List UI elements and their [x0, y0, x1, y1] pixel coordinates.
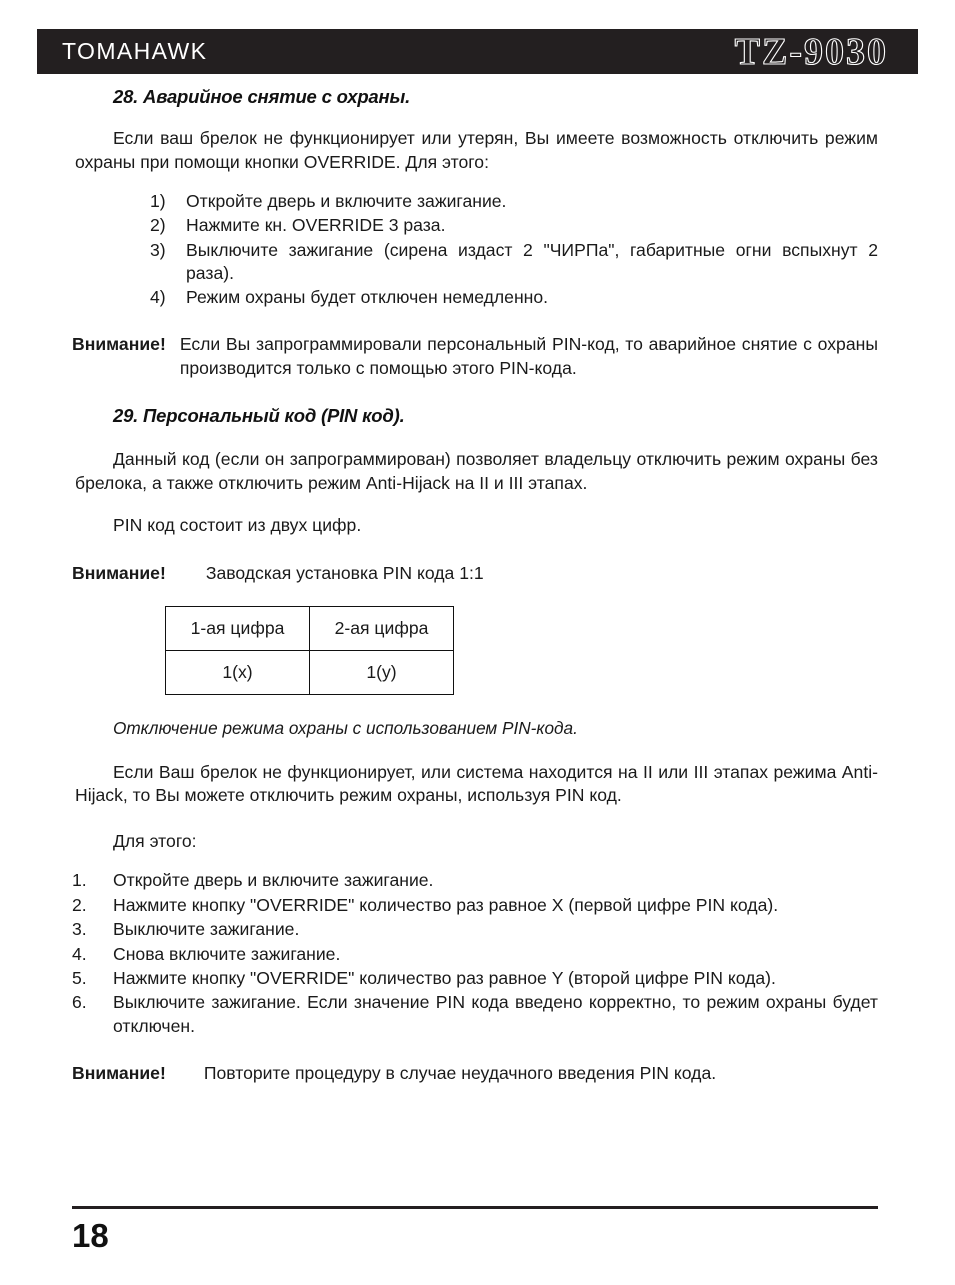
- list-item: [0, 239, 955, 285]
- section-28-heading: 28. Аварийное снятие с охраны.: [113, 86, 411, 107]
- list-marker: 2.: [72, 894, 87, 915]
- warning-text: Заводская установка PIN кода 1:1: [205, 563, 484, 584]
- list-marker: 3): [150, 239, 166, 260]
- list-marker: 1): [150, 191, 166, 212]
- warning-label: Внимание!: [72, 563, 166, 584]
- list-marker: 4.: [72, 943, 87, 964]
- list-item-text: Режим охраны будет отключен немедленно.: [186, 287, 549, 307]
- table-row: [166, 650, 454, 694]
- list-item-text: Откройте дверь и включите зажигание.: [186, 191, 507, 212]
- list-item: [0, 894, 955, 917]
- list-marker: 3.: [72, 919, 87, 940]
- list-marker: 1.: [72, 870, 87, 891]
- warning-text: Если Вы запрограммировали персональный PIN-код, то аварийное снятие с охраны производится только с помощью этого PIN-кода.: [179, 334, 878, 378]
- list-item: [0, 869, 955, 892]
- page-number: 18: [72, 1217, 109, 1254]
- table-cell: 1(x): [166, 650, 310, 694]
- section-28-warning: [72, 333, 878, 380]
- table-header-cell: 2-ая цифра: [310, 606, 454, 650]
- list-marker: 4): [150, 287, 166, 307]
- anti-hijack-paragraph: Если Ваш брелок не функционирует, или система находится на II или III этапах режима Anti-Hijack, то Вы можете отключить режим охраны, используя PIN код.: [75, 761, 878, 806]
- pin-table-container: [165, 606, 955, 695]
- list-marker: 6.: [72, 992, 87, 1013]
- page-header-bar: [37, 29, 918, 74]
- table-row: [166, 606, 454, 650]
- list-item-text: Нажмите кн. OVERRIDE 3 раза.: [186, 215, 446, 236]
- brand-name: TOMAHAWK: [62, 38, 208, 64]
- warning-text: Повторите процедуру в случае неудачного введения PIN кода.: [203, 1063, 717, 1084]
- table-cell: 1(y): [310, 650, 454, 694]
- list-item-text: Снова включите зажигание.: [113, 943, 341, 964]
- warning-label: Внимание!: [72, 1063, 166, 1084]
- model-logo: TZ-9030: [734, 30, 888, 73]
- list-item: [0, 967, 955, 990]
- footer-divider: [72, 1206, 878, 1209]
- section-28-intro: Если ваш брелок не функционирует или утерян, Вы имеете возможность отключить режим охраны при помощи кнопки OVERRIDE. Для этого:: [75, 128, 878, 172]
- factory-pin-warning: [72, 562, 878, 586]
- list-item: [0, 991, 955, 1038]
- pin-disarm-italic-note: Отключение режима охраны с использованием PIN-кода.: [113, 717, 578, 738]
- section-29-steps: [0, 869, 955, 1038]
- list-item: [0, 943, 955, 966]
- list-marker: 5.: [72, 967, 87, 988]
- list-item-text: Нажмите кнопку "OVERRIDE" количество раз равное X (первой цифре PIN кода).: [113, 894, 779, 915]
- section-29-heading: 29. Персональный код (PIN код).: [113, 405, 405, 427]
- list-item-text: Нажмите кнопку "OVERRIDE" количество раз равное Y (второй цифре PIN кода).: [113, 967, 776, 988]
- list-item-text: Выключите зажигание (сирена издаст 2 "ЧИРПа", габаритные огни вспыхнут 2 раза).: [186, 239, 878, 283]
- section-29-final-warning: [72, 1062, 878, 1086]
- for-this-line: Для этого:: [113, 830, 197, 851]
- list-item: [0, 918, 955, 941]
- list-item: [0, 214, 955, 237]
- list-item: [0, 190, 955, 213]
- list-item-text: Выключите зажигание.: [113, 919, 300, 940]
- pin-table: [165, 606, 454, 695]
- warning-label: Внимание!: [72, 334, 166, 355]
- list-marker: 2): [150, 215, 166, 236]
- list-item-text: Выключите зажигание. Если значение PIN кода введено корректно, то режим охраны будет отключен.: [113, 992, 878, 1036]
- list-item: [0, 286, 955, 309]
- section-28-steps: [0, 190, 955, 309]
- list-item-text: Откройте дверь и включите зажигание.: [113, 870, 434, 891]
- section-29-intro: Данный код (если он запрограммирован) позволяет владельцу отключить режим охраны без брелока, а также отключить режим Anti-Hijack на II и III этапах.: [75, 449, 878, 493]
- table-header-cell: 1-ая цифра: [166, 606, 310, 650]
- pin-digits-line: PIN код состоит из двух цифр.: [113, 515, 362, 536]
- page-content: [0, 74, 955, 1086]
